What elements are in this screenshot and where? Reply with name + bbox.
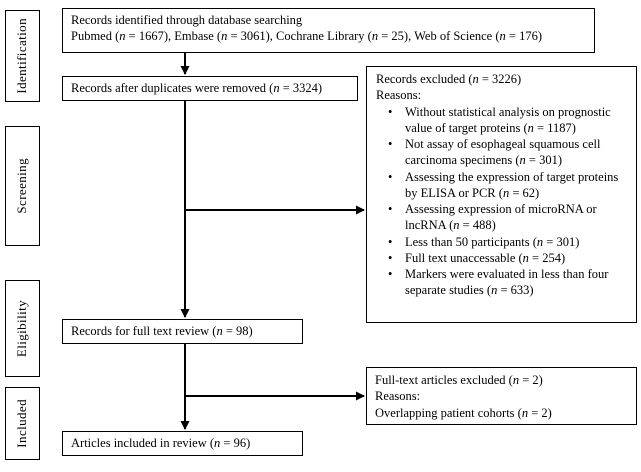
excluded-reason-text: Less than 50 participants (n = 301)	[405, 234, 580, 249]
stage-screening-label: Screening	[14, 158, 30, 214]
excluded-reason-text: Not assay of esophageal squamous cell carcinoma specimens (n = 301)	[405, 137, 601, 168]
stage-included-label: Included	[14, 399, 30, 448]
records-excluded-reasons-label: Reasons:	[376, 88, 422, 103]
box-records-excluded	[366, 66, 637, 323]
excluded-reason-text: Without statistical analysis on prognostic value of target proteins (n = 1187)	[405, 104, 611, 135]
articles-included-text: Articles included in review (n = 96)	[71, 436, 251, 451]
stage-identification	[5, 10, 40, 102]
bullet-icon: •	[388, 250, 393, 265]
records-identified-line1: Records identified through database searching	[71, 13, 303, 27]
excluded-reason-item	[375, 266, 628, 299]
excluded-reason-text: Markers were evaluated in less than four separate studies (n = 633)	[405, 267, 609, 298]
bullet-icon: •	[388, 137, 393, 151]
excluded-reason-text: Assessing expression of microRNA or lncRNA (n = 488)	[405, 202, 597, 233]
excluded-reason-item	[375, 136, 628, 169]
box-fulltext-excluded	[366, 367, 637, 425]
bullet-icon: •	[388, 267, 393, 281]
box-records-identified	[62, 8, 595, 53]
fulltext-excluded-reasons-label: Reasons:	[375, 389, 421, 404]
stage-eligibility-label: Eligibility	[14, 299, 30, 358]
excluded-reason-text: Full text unaccessable (n = 254)	[405, 250, 566, 265]
box-after-duplicates	[62, 76, 358, 101]
records-identified-line2: Pubmed (n = 1667), Embase (n = 3061), Cochrane Library (n = 25), Web of Science (n = 176)	[71, 29, 542, 44]
stage-screening	[5, 126, 40, 246]
fulltext-excluded-reason: Overlapping patient cohorts (n = 2)	[375, 405, 552, 420]
excluded-reason-item	[375, 234, 628, 250]
excluded-reason-item	[375, 201, 628, 234]
bullet-icon: •	[388, 202, 393, 216]
box-full-text-review	[62, 319, 303, 344]
fulltext-excluded-title: Full-text articles excluded (n = 2)	[375, 373, 543, 387]
stage-identification-label: Identification	[14, 18, 30, 94]
excluded-reason-item	[375, 250, 628, 266]
bullet-icon: •	[388, 104, 393, 119]
stage-included	[5, 387, 40, 460]
box-articles-included	[62, 431, 303, 456]
bullet-icon: •	[388, 169, 393, 184]
excluded-reason-item	[375, 104, 628, 137]
records-excluded-title: Records excluded (n = 3226)	[376, 72, 522, 86]
stage-eligibility	[5, 280, 40, 377]
excluded-reason-text: Assessing the expression of target proteins by ELISA or PCR (n = 62)	[405, 169, 619, 200]
full-text-review-text: Records for full text review (n = 98)	[71, 324, 253, 339]
excluded-reason-item	[375, 169, 628, 202]
bullet-icon: •	[388, 234, 393, 249]
after-duplicates-text: Records after duplicates were removed (n = 3324)	[71, 81, 323, 96]
